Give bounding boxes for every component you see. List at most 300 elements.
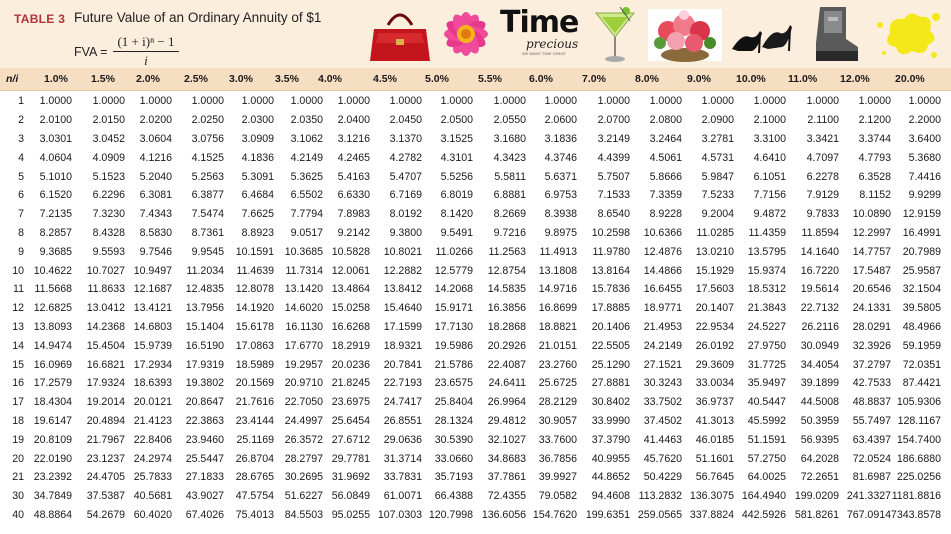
value-cell: 1.0000: [649, 95, 682, 107]
value-cell: 22.4087: [487, 359, 526, 371]
value-cell: 21.7967: [86, 434, 125, 446]
value-cell: 18.4304: [33, 396, 72, 408]
value-cell: 11.9780: [592, 246, 630, 258]
value-cell: 29.0636: [383, 434, 422, 446]
period-cell: 12: [12, 302, 24, 314]
value-cell: 2.0350: [290, 114, 323, 126]
value-cell: 61.0071: [383, 490, 422, 502]
value-cell: 241.3327: [846, 490, 891, 502]
value-cell: 72.0524: [852, 453, 891, 465]
value-cell: 18.5989: [235, 359, 274, 371]
value-cell: 24.7417: [383, 396, 422, 408]
column-header-rate: 2.5%: [184, 73, 208, 85]
value-cell: 46.0185: [695, 434, 734, 446]
value-cell: 1.0000: [290, 95, 323, 107]
value-cell: 30.8402: [591, 396, 630, 408]
value-cell: 9.5491: [440, 227, 473, 239]
value-cell: 12.4835: [185, 283, 224, 295]
value-cell: 6.9753: [544, 189, 577, 201]
column-header-rate: 5.5%: [478, 73, 502, 85]
logo-script: precious: [526, 37, 579, 51]
value-cell: 25.8404: [434, 396, 473, 408]
value-cell: 17.9324: [86, 377, 125, 389]
value-cell: 13.5795: [747, 246, 786, 258]
value-cell: 23.2760: [538, 359, 577, 371]
value-cell: 17.5487: [852, 265, 891, 277]
value-cell: 30.2695: [284, 471, 323, 483]
value-cell: 8.2669: [493, 208, 526, 220]
column-header-n: n/i: [6, 73, 19, 85]
column-header-rate: 6.0%: [529, 73, 553, 85]
value-cell: 8.2857: [39, 227, 72, 239]
value-cell: 5.5256: [440, 171, 473, 183]
value-cell: 2.0450: [389, 114, 422, 126]
value-cell: 10.4622: [33, 265, 72, 277]
value-cell: 20.8647: [185, 396, 224, 408]
value-cell: 4.1216: [139, 152, 172, 164]
value-cell: 25.7833: [133, 471, 172, 483]
value-cell: 5.9847: [701, 171, 734, 183]
value-cell: 27.1521: [643, 359, 682, 371]
value-cell: 4.2149: [290, 152, 323, 164]
value-cell: 6.3081: [139, 189, 172, 201]
value-cell: 28.6765: [235, 471, 274, 483]
value-cell: 56.0849: [331, 490, 370, 502]
value-cell: 14.7757: [852, 246, 891, 258]
value-cell: 2.0500: [440, 114, 473, 126]
value-cell: 3.2464: [649, 133, 682, 145]
value-cell: 2.0250: [191, 114, 224, 126]
period-cell: 16: [12, 377, 24, 389]
value-cell: 199.6351: [585, 509, 630, 521]
value-cell: 42.7533: [852, 377, 891, 389]
value-cell: 8.5830: [139, 227, 172, 239]
table-row: [0, 358, 951, 374]
value-cell: 37.2797: [852, 359, 891, 371]
value-cell: 9.9299: [908, 189, 941, 201]
value-cell: 23.6575: [434, 377, 473, 389]
value-cell: 4.7793: [858, 152, 891, 164]
value-cell: 9.7833: [806, 208, 839, 220]
value-cell: 337.8824: [689, 509, 734, 521]
value-cell: 37.7861: [487, 471, 526, 483]
value-cell: 24.2149: [643, 340, 682, 352]
value-cell: 3.1525: [440, 133, 473, 145]
value-cell: 4.0909: [92, 152, 125, 164]
value-cell: 2.1100: [807, 114, 839, 126]
value-cell: 14.5835: [487, 283, 526, 295]
value-cell: 81.6987: [852, 471, 891, 483]
value-cell: 27.1833: [185, 471, 224, 483]
value-cell: 15.0258: [331, 302, 370, 314]
value-cell: 4.2782: [389, 152, 422, 164]
value-cell: 28.2797: [284, 453, 323, 465]
value-cell: 7343.8578: [890, 509, 941, 521]
value-cell: 39.9927: [538, 471, 577, 483]
value-cell: 2.0550: [493, 114, 526, 126]
value-cell: 11.4639: [236, 265, 274, 277]
value-cell: 17.8885: [591, 302, 630, 314]
value-cell: 19.5614: [800, 283, 839, 295]
value-cell: 16.6268: [331, 321, 370, 333]
value-cell: 4.7097: [806, 152, 839, 164]
value-cell: 19.2957: [284, 359, 323, 371]
value-cell: 15.1929: [695, 265, 734, 277]
value-cell: 51.1601: [695, 453, 734, 465]
value-cell: 5.1010: [39, 171, 72, 183]
value-cell: 8.6540: [597, 208, 630, 220]
value-cell: 5.4707: [389, 171, 422, 183]
period-cell: 40: [12, 509, 24, 521]
value-cell: 25.1169: [236, 434, 274, 446]
value-cell: 8.4328: [92, 227, 125, 239]
value-cell: 14.1640: [800, 246, 839, 258]
value-cell: 18.2868: [487, 321, 526, 333]
value-cell: 22.8406: [133, 434, 172, 446]
column-header-rate: 5.0%: [425, 73, 449, 85]
value-cell: 2.0200: [139, 114, 172, 126]
table-row: [0, 395, 951, 411]
value-cell: 15.1404: [185, 321, 224, 333]
period-cell: 15: [12, 359, 24, 371]
value-cell: 28.0291: [852, 321, 891, 333]
value-cell: 14.1920: [235, 302, 274, 314]
value-cell: 23.2392: [33, 471, 72, 483]
value-cell: 43.9027: [185, 490, 224, 502]
value-cell: 5.4163: [337, 171, 370, 183]
value-cell: 14.6020: [284, 302, 323, 314]
value-cell: 11.0285: [696, 227, 734, 239]
value-cell: 41.3013: [695, 415, 734, 427]
value-cell: 21.3843: [747, 302, 786, 314]
value-cell: 12.2997: [852, 227, 891, 239]
value-cell: 87.4421: [902, 377, 941, 389]
value-cell: 3.1370: [389, 133, 422, 145]
value-cell: 3.3100: [753, 133, 786, 145]
value-cell: 27.6712: [331, 434, 370, 446]
value-cell: 22.5505: [591, 340, 630, 352]
value-cell: 10.3685: [284, 246, 323, 258]
period-cell: 19: [12, 434, 24, 446]
value-cell: 4.1525: [191, 152, 224, 164]
value-cell: 1.0000: [241, 95, 274, 107]
value-cell: 6.8019: [440, 189, 473, 201]
value-cell: 30.0949: [800, 340, 839, 352]
table-title: Future Value of an Ordinary Annuity of $1: [74, 10, 322, 25]
table-row: [0, 489, 951, 505]
value-cell: 11.8633: [87, 283, 125, 295]
value-cell: 67.4026: [185, 509, 224, 521]
column-header-rate: 10.0%: [736, 73, 766, 85]
value-cell: 26.8704: [235, 453, 274, 465]
value-cell: 6.4684: [241, 189, 274, 201]
value-cell: 2.1200: [858, 114, 891, 126]
value-cell: 29.4812: [487, 415, 526, 427]
value-cell: 44.5008: [800, 396, 839, 408]
value-cell: 22.7050: [284, 396, 323, 408]
value-cell: 136.6056: [481, 509, 526, 521]
value-cell: 11.8594: [801, 227, 839, 239]
value-cell: 113.2832: [638, 490, 682, 502]
value-cell: 9.3685: [39, 246, 72, 258]
value-cell: 11.0266: [435, 246, 473, 258]
value-cell: 186.6880: [896, 453, 941, 465]
value-cell: 8.1152: [859, 189, 891, 201]
value-cell: 33.7600: [538, 434, 577, 446]
value-cell: 9.8975: [544, 227, 577, 239]
value-cell: 3.0756: [191, 133, 224, 145]
value-cell: 16.3856: [487, 302, 526, 314]
value-cell: 13.8412: [383, 283, 422, 295]
value-cell: 51.1591: [747, 434, 786, 446]
value-cell: 15.9374: [747, 265, 786, 277]
value-cell: 25.1290: [591, 359, 630, 371]
value-cell: 20.9710: [284, 377, 323, 389]
value-cell: 75.4013: [235, 509, 274, 521]
value-cell: 12.2882: [383, 265, 422, 277]
value-cell: 14.9474: [33, 340, 72, 352]
value-cell: 55.7497: [852, 415, 891, 427]
value-cell: 4.1836: [241, 152, 274, 164]
value-cell: 1181.8816: [891, 490, 941, 502]
value-cell: 105.9306: [896, 396, 941, 408]
value-cell: 5.1523: [92, 171, 125, 183]
value-cell: 2.0100: [39, 114, 72, 126]
column-header-rate: 20.0%: [895, 73, 925, 85]
formula-denominator: i: [144, 53, 148, 68]
value-cell: 17.2934: [133, 359, 172, 371]
value-cell: 6.7169: [389, 189, 422, 201]
value-cell: 15.9739: [133, 340, 172, 352]
value-cell: 9.7216: [493, 227, 526, 239]
value-cell: 4.6410: [753, 152, 786, 164]
value-cell: 7.5233: [701, 189, 734, 201]
value-cell: 25.5447: [185, 453, 224, 465]
value-cell: 23.9460: [185, 434, 224, 446]
value-cell: 3.2149: [597, 133, 630, 145]
logo-tag: WE MAKE TIME GREAT: [522, 51, 567, 56]
value-cell: 31.7725: [747, 359, 786, 371]
flower-bouquet-icon: [644, 3, 726, 65]
period-cell: 13: [12, 321, 24, 333]
column-header-rate: 3.0%: [229, 73, 253, 85]
value-cell: 4.0604: [39, 152, 72, 164]
value-cell: 21.0151: [538, 340, 577, 352]
value-cell: 10.9497: [133, 265, 172, 277]
table-row: [0, 320, 951, 336]
table-row: [0, 452, 951, 468]
value-cell: 9.0517: [290, 227, 323, 239]
value-cell: 4.5061: [649, 152, 682, 164]
value-cell: 23.4144: [235, 415, 274, 427]
table-label: TABLE 3: [14, 12, 66, 26]
column-header-rate: 12.0%: [840, 73, 870, 85]
value-cell: 154.7620: [532, 509, 577, 521]
value-cell: 45.5992: [747, 415, 786, 427]
value-cell: 12.6825: [33, 302, 72, 314]
value-cell: 107.0303: [377, 509, 422, 521]
value-cell: 6.2278: [806, 171, 839, 183]
table-row: [0, 170, 951, 186]
value-cell: 40.9955: [591, 453, 630, 465]
period-cell: 14: [12, 340, 24, 352]
value-cell: 95.0255: [331, 509, 370, 521]
value-cell: 72.0351: [902, 359, 941, 371]
value-cell: 31.3714: [383, 453, 422, 465]
value-cell: 25.6725: [538, 377, 577, 389]
value-cell: 7.2135: [39, 208, 72, 220]
value-cell: 14.6803: [133, 321, 172, 333]
value-cell: 16.0969: [33, 359, 72, 371]
table-row: [0, 264, 951, 280]
value-cell: 12.0061: [331, 265, 370, 277]
table-row: [0, 433, 951, 449]
value-cell: 6.3877: [191, 189, 224, 201]
value-cell: 16.7220: [800, 265, 839, 277]
value-cell: 14.2368: [86, 321, 125, 333]
value-cell: 15.7836: [591, 283, 630, 295]
value-cell: 4.4399: [597, 152, 630, 164]
value-cell: 13.4864: [331, 283, 370, 295]
value-cell: 1.0000: [440, 95, 473, 107]
value-cell: 259.0565: [637, 509, 682, 521]
value-cell: 26.8551: [383, 415, 422, 427]
column-header-rate: 3.5%: [275, 73, 299, 85]
value-cell: 19.3802: [185, 377, 224, 389]
value-cell: 20.1407: [695, 302, 734, 314]
value-cell: 13.0412: [86, 302, 125, 314]
value-cell: 40.5447: [747, 396, 786, 408]
value-cell: 18.5312: [747, 283, 786, 295]
period-cell: 8: [18, 227, 24, 239]
value-cell: 25.9587: [902, 265, 941, 277]
value-cell: 8.1420: [440, 208, 473, 220]
value-cell: 12.9159: [902, 208, 941, 220]
value-cell: 9.2004: [701, 208, 734, 220]
value-cell: 5.3625: [290, 171, 323, 183]
value-cell: 30.5390: [434, 434, 473, 446]
table-row: [0, 113, 951, 129]
value-cell: 7.8983: [337, 208, 370, 220]
value-cell: 20.4894: [86, 415, 125, 427]
value-cell: 20.7989: [902, 246, 941, 258]
value-cell: 16.5190: [185, 340, 224, 352]
table-row: [0, 339, 951, 355]
column-header-rate: 1.0%: [44, 73, 68, 85]
value-cell: 20.1569: [235, 377, 274, 389]
period-cell: 10: [12, 265, 24, 277]
value-cell: 20.1406: [591, 321, 630, 333]
value-cell: 33.7502: [643, 396, 682, 408]
value-cell: 25.6454: [331, 415, 370, 427]
value-cell: 84.5503: [284, 509, 323, 521]
period-cell: 6: [18, 189, 24, 201]
period-cell: 11: [13, 283, 24, 295]
value-cell: 9.2142: [337, 227, 370, 239]
value-cell: 1.0000: [139, 95, 172, 107]
value-cell: 8.0192: [389, 208, 422, 220]
value-cell: 1.0000: [544, 95, 577, 107]
value-cell: 20.8109: [33, 434, 72, 446]
value-cell: 19.5986: [434, 340, 473, 352]
value-cell: 13.4121: [133, 302, 172, 314]
red-handbag-icon: [366, 3, 434, 65]
value-cell: 34.7849: [33, 490, 72, 502]
martini-glass-icon: [590, 3, 640, 65]
period-cell: 9: [18, 246, 24, 258]
column-header-rate: 4.0%: [318, 73, 342, 85]
value-cell: 16.8699: [538, 302, 577, 314]
value-cell: 3.3421: [806, 133, 839, 145]
value-cell: 11.2563: [488, 246, 526, 258]
value-cell: 1.0000: [858, 95, 891, 107]
table-row: [0, 282, 951, 298]
value-cell: 4.2465: [337, 152, 370, 164]
value-cell: 22.7132: [800, 302, 839, 314]
column-header-rate: 9.0%: [687, 73, 711, 85]
value-cell: 2.0600: [544, 114, 577, 126]
value-cell: 24.1331: [852, 302, 891, 314]
value-cell: 13.7956: [185, 302, 224, 314]
logo-text: Time: [500, 5, 579, 40]
value-cell: 6.6330: [337, 189, 370, 201]
table-row: [0, 132, 951, 148]
formula-numerator: (1 + i)ⁿ − 1: [113, 34, 178, 52]
value-cell: 1.0000: [806, 95, 839, 107]
value-cell: 7.6625: [241, 208, 274, 220]
value-cell: 3.0909: [241, 133, 274, 145]
value-cell: 20.0121: [133, 396, 172, 408]
time-is-precious-logo: [500, 5, 588, 60]
value-cell: 14.2068: [434, 283, 473, 295]
column-header-rate: 1.5%: [91, 73, 115, 85]
value-cell: 1.0000: [92, 95, 125, 107]
value-cell: 17.6770: [284, 340, 323, 352]
table-row: [0, 151, 951, 167]
value-cell: 33.0660: [434, 453, 473, 465]
value-cell: 8.7361: [191, 227, 224, 239]
value-cell: 20.0236: [331, 359, 370, 371]
column-header-rate: 7.0%: [582, 73, 606, 85]
value-cell: 17.0863: [235, 340, 274, 352]
value-cell: 50.3959: [800, 415, 839, 427]
value-cell: 33.9990: [591, 415, 630, 427]
column-header-rate: 8.0%: [635, 73, 659, 85]
period-cell: 17: [12, 396, 24, 408]
value-cell: 17.5603: [695, 283, 734, 295]
column-header-rate: 11.0%: [788, 73, 818, 85]
value-cell: 39.1899: [800, 377, 839, 389]
yellow-paint-splash-icon: [870, 3, 946, 65]
table-header: [0, 0, 951, 68]
value-cell: 54.2679: [86, 509, 125, 521]
value-cell: 21.4953: [643, 321, 682, 333]
value-cell: 7.4416: [908, 171, 941, 183]
value-cell: 48.8837: [852, 396, 891, 408]
value-cell: 79.0582: [538, 490, 577, 502]
value-cell: 11.4359: [748, 227, 786, 239]
value-cell: 13.1808: [538, 265, 577, 277]
value-cell: 29.3609: [695, 359, 734, 371]
value-cell: 36.9737: [695, 396, 734, 408]
column-header-rate: 4.5%: [373, 73, 397, 85]
value-cell: 2.0400: [337, 114, 370, 126]
value-cell: 18.2919: [331, 340, 370, 352]
value-cell: 2.0700: [597, 114, 630, 126]
value-cell: 4.3101: [440, 152, 473, 164]
value-cell: 17.2579: [33, 377, 72, 389]
value-cell: 5.3091: [241, 171, 274, 183]
